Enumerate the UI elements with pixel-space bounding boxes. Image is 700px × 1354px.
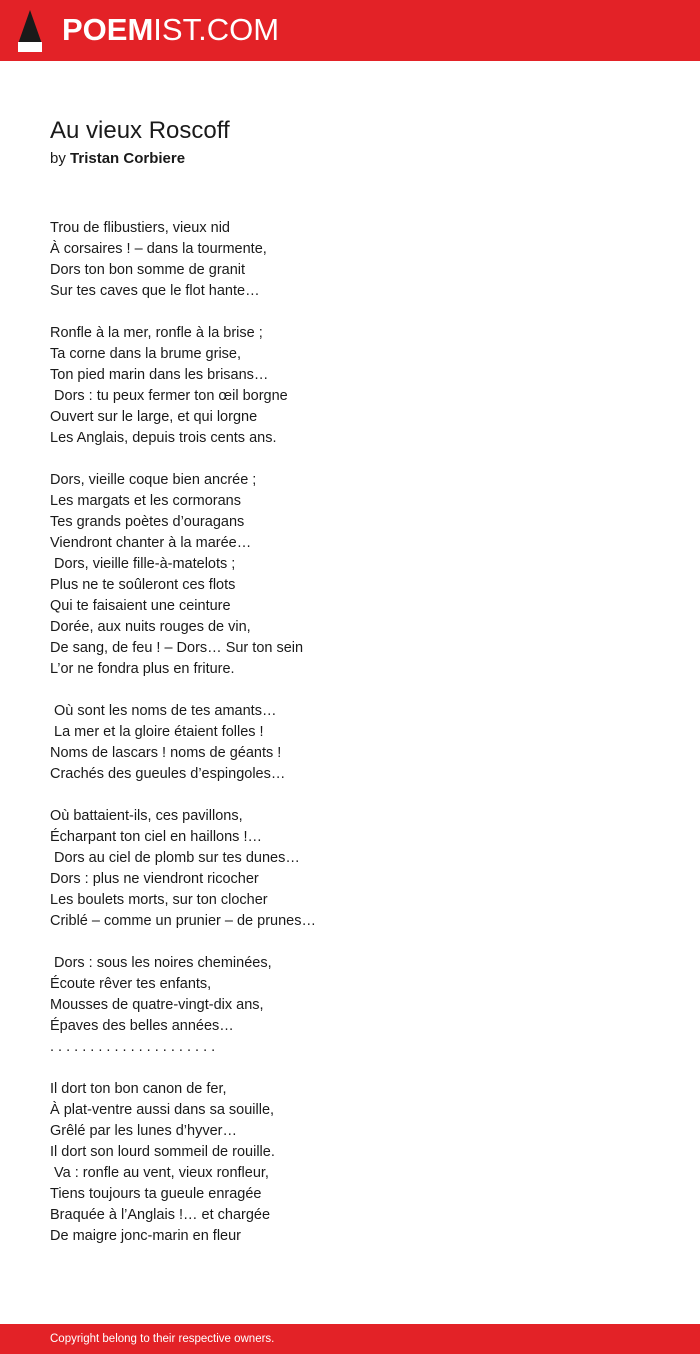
logo-light-text: IST.COM: [153, 12, 280, 47]
pencil-icon[interactable]: [18, 10, 42, 52]
logo-bold-text: POEM: [62, 12, 154, 47]
site-header: [0, 0, 700, 61]
site-logo[interactable]: [62, 12, 279, 48]
site-footer: [0, 1324, 700, 1354]
by-label: by: [50, 150, 66, 167]
copyright-text: Copyright belong to their respective owners.: [50, 1333, 275, 1345]
poem-title: Au vieux Roscoff: [50, 117, 230, 144]
author-name: Tristan Corbiere: [70, 150, 186, 167]
byline: [50, 149, 185, 169]
poem-text: Trou de flibustiers, vieux nid À corsaires ! – dans la tourmente, Dors ton bon somme de granit Sur tes caves que le flot hante… Ronfle à la mer, ronfle à la brise ; Ta corne dans la brume grise, Ton pied marin dans les brisans… Dors : tu peux fermer ton œil borgne Ouvert sur le large, et qui lorgne Les Anglais, depuis trois cents ans. Dors, vieille coque bien ancrée ; Les margats et les cormorans Tes grands poètes d’ouragans Viendront chanter à la marée… Dors, vieille fille-à-matelots ; Plus ne te soûleront ces flots Qui te faisaient une ceinture Dorée, aux nuits rouges de vin, De sang, de feu ! – Dors… Sur ton sein L’or ne fondra plus en friture. Où sont les noms de tes amants… La mer et la gloire étaient folles ! Noms de lascars ! noms de géants ! Crachés des gueules d’espingoles… Où battaient-ils, ces pavillons, Écharpant ton ciel en haillons !… Dors au ciel de plomb sur tes dunes… Dors : plus ne viendront ricocher Les boulets morts, sur ton clocher Criblé – comme un prunier – de prunes… Dors : sous les noires cheminées, Écoute rêver tes enfants, Mousses de quatre-vingt-dix ans, Épaves des belles années… . . . . . . . . . . . . . . . . . . . . . Il dort ton bon canon de fer, À plat-ventre aussi dans sa souille, Grêlé par les lunes d’hyver… Il dort son lourd sommeil de rouille. Va : ronfle au vent, vieux ronfleur, Tiens toujours ta gueule enragée Braquée à l’Anglais !… et chargée De maigre jonc-marin en fleur: [50, 220, 316, 1244]
